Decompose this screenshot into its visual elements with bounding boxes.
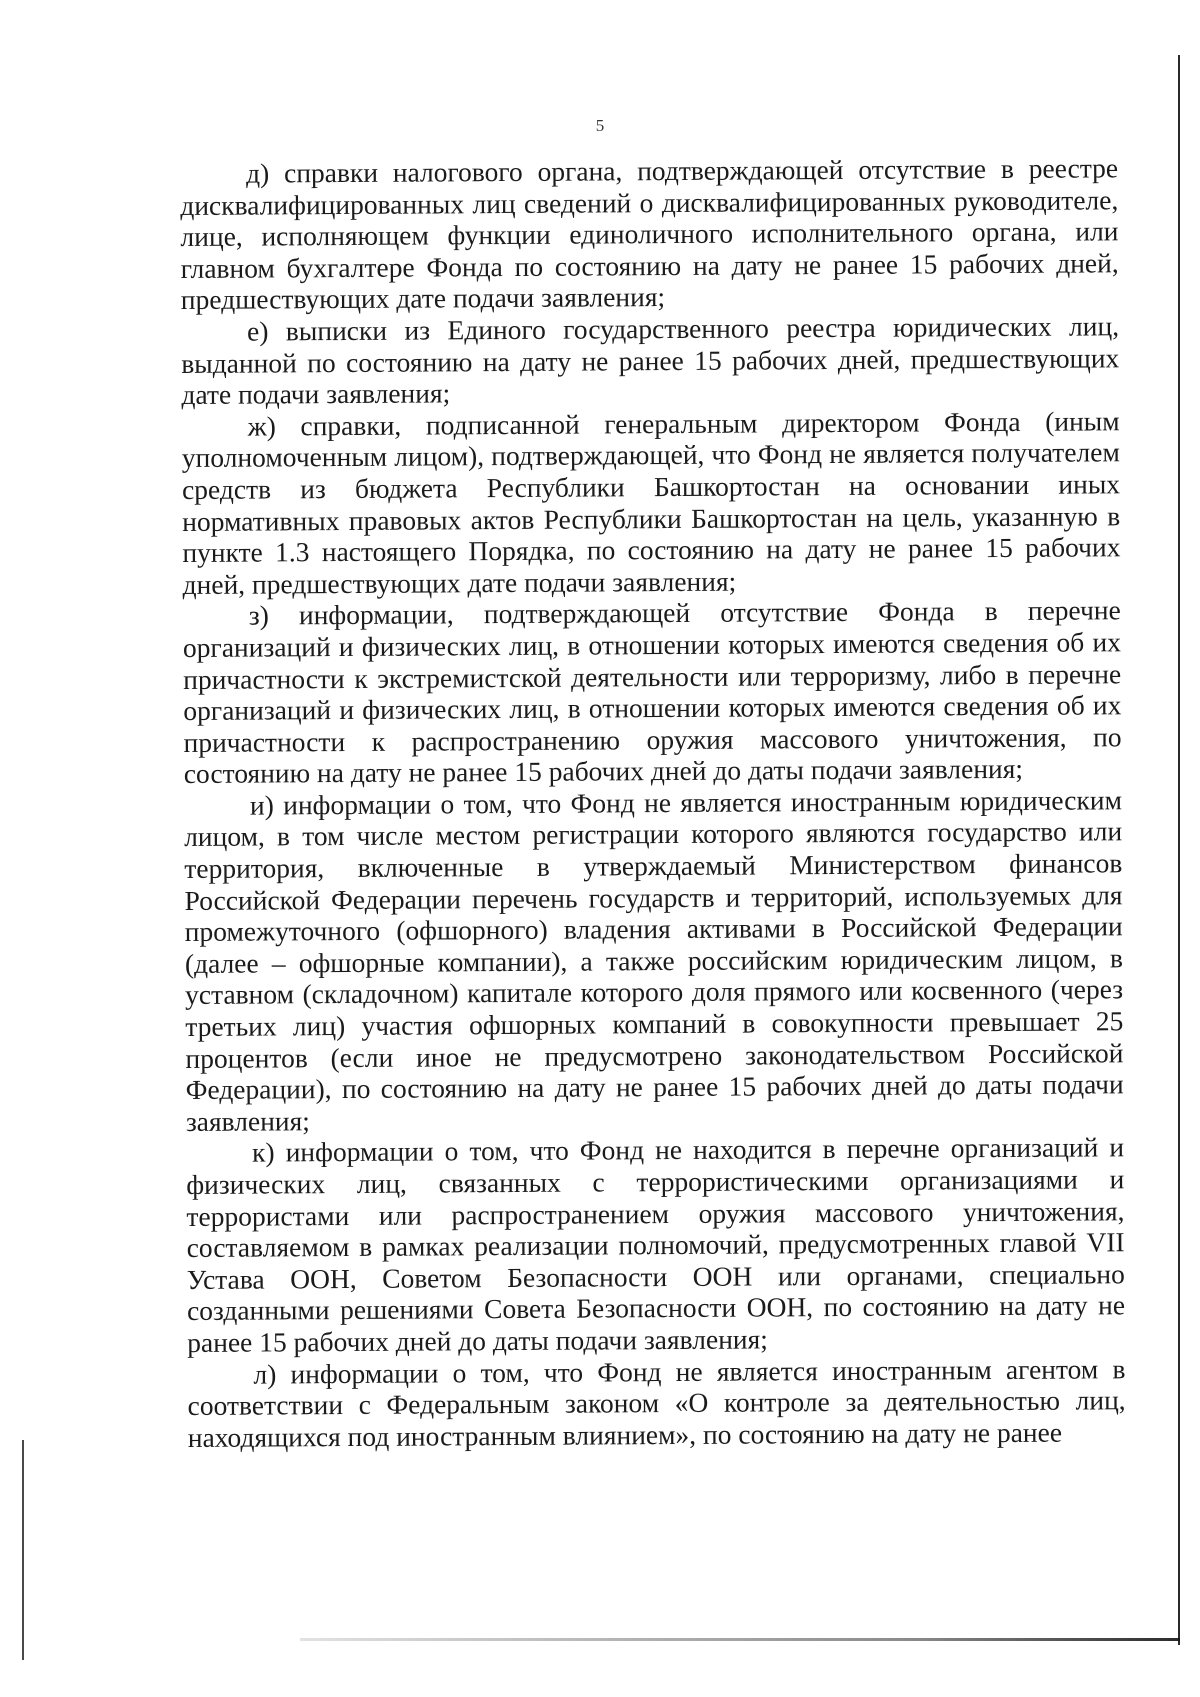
scan-edge-left	[22, 1440, 24, 1660]
paragraph-l: л) информации о том, что Фонд не является иностранным агентом в соответствии с Федеральным законом «О контроле за деятельностью лиц, находящихся под иностранным влиянием», по состоянию на дату не ранее	[187, 1352, 1126, 1453]
page-number: 5	[595, 116, 605, 135]
paragraph-e: е) выписки из Единого государственного реестра юридических лиц, выданной по состоянию на дату не ранее 15 рабочих дней, предшествующих дате подачи заявления;	[181, 310, 1120, 411]
scan-edge-bottom	[300, 1638, 1180, 1641]
paragraph-k: к) информации о том, что Фонд не находится в перечне организаций и физических лиц, связанных с террористическими организациями и террористами или распространением оружия массового уничтожения, составляемом в рамках реализации полномочий, предусмотренных главой VII Устава ООН, Советом Безопасности ООН или органами, специально созданными решениями Совета Безопасности ООН, по состоянию на дату не ранее 15 рабочих дней до даты подачи заявления;	[186, 1131, 1126, 1358]
paragraph-d: д) справки налогового органа, подтверждающей отсутствие в реестре дисквалифицированных лиц сведений о дисквалифицированных руководителе, лице, исполняющем функции единоличного исполнительного органа, или главном бухгалтере Фонда по состоянию на дату не ранее 15 рабочих дней, предшествующих дате подачи заявления;	[180, 152, 1119, 316]
paragraph-zh: ж) справки, подписанной генеральным директором Фонда (иным уполномоченным лицом), подтверждающей, что Фонд не является получателем средств из бюджета Республики Башкортостан на основании иных нормативных правовых актов Республики Башкортостан на цель, указанную в пункте 1.3 настоящего Порядка, по состоянию на дату не ранее 15 рабочих дней, предшествующих дате подачи заявления;	[181, 405, 1121, 600]
document-body	[180, 152, 1126, 1453]
scan-edge-right	[1178, 55, 1180, 1645]
paragraph-z: з) информации, подтверждающей отсутствие Фонда в перечне организаций и физических лиц, в отношении которых имеются сведения об их причастности к экстремистской деятельности или терроризму, либо в перечне организаций и физических лиц, в отношении которых имеются сведения об их причастности к распространению оружия массового уничтожения, по состоянию на дату не ранее 15 рабочих дней до даты подачи заявления;	[182, 594, 1122, 790]
paragraph-i: и) информации о том, что Фонд не является иностранным юридическим лицом, в том числе местом регистрации которого являются государство или территория, включенные в утверждаемый Министерством финансов Российской Федерации перечень государств и территорий, используемых для промежуточного (офшорного) владения активами в Российской Федерации (далее – офшорные компании), а также российским юридическим лицом, в уставном (складочном) капитале которого доля прямого или косвенного (через третьих лиц) участия офшорных компаний в совокупности превышает 25 процентов (если иное не предусмотрено законодательством Российской Федерации), по состоянию на дату не ранее 15 рабочих дней до даты подачи заявления;	[184, 784, 1124, 1137]
